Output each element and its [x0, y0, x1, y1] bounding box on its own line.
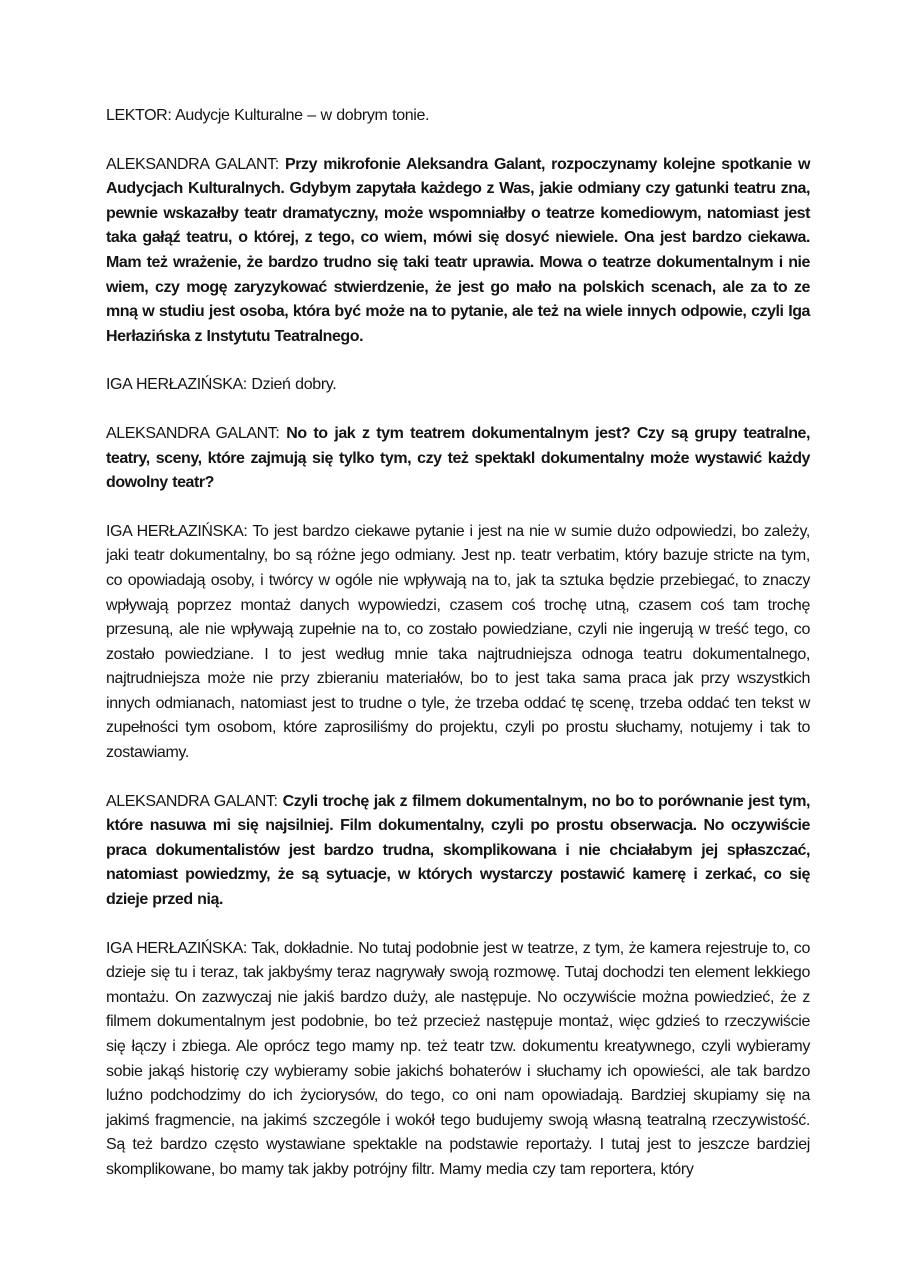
speaker-label: LEKTOR:: [106, 107, 172, 124]
paragraph-galant-question-1: [106, 422, 810, 496]
speaker-label: ALEKSANDRA GALANT:: [106, 424, 280, 442]
speech-text: Audycje Kulturalne – w dobrym tonie.: [175, 107, 430, 124]
speaker-label: IGA HERŁAZIŃSKA:: [106, 522, 248, 540]
speaker-label: IGA HERŁAZIŃSKA:: [106, 376, 247, 394]
speaker-label: IGA HERŁAZIŃSKA:: [106, 939, 247, 957]
speaker-label: ALEKSANDRA GALANT:: [106, 792, 278, 810]
speech-text: Tak, dokładnie. No tutaj podobnie jest w teatrze, z tym, że kamera rejestruje to, co dzieje się tu i teraz, tak jakbyśmy teraz nagrywały swoją rozmowę. Tutaj dochodzi ten element lekkiego montażu. On zazwyczaj nie jakiś bardzo duży, ale następuje. No oczywiście można powiedzieć, że z filmem dokumentalnym jest podobnie, bo też przecież następuje montaż, więc gdzieś to rzeczywiście się łączy i zbiega. Ale oprócz tego mamy np. też teatr tzw. dokumentu kreatywnego, czyli wybieramy sobie jakąś historię czy wybieramy sobie jakichś bohaterów i słuchamy ich opowieści, ale tak bardzo luźno podchodzimy do ich życiorysów, do tego, co oni nam opowiadają. Bardziej skupiamy się na jakimś fragmencie, na jakimś szczególe i wokół tego budujemy swoją własną teatralną rzeczywistość. Są też bardzo często wystawiane spektakle na podstawie reportaży. I tutaj jest to jeszcze bardziej skomplikowane, bo mamy tak jakby potrójny filtr. Mamy media czy tam reportera, który: [106, 939, 811, 1178]
speaker-label: ALEKSANDRA GALANT:: [106, 155, 279, 173]
paragraph-herlazinska-answer-2: [106, 937, 810, 1183]
paragraph-herlazinska-answer-1: [106, 520, 810, 766]
paragraph-galant-question-2: [106, 790, 810, 913]
paragraph-herlazinska-greeting: [106, 373, 810, 398]
speech-text: Dzień dobry.: [251, 376, 337, 394]
paragraph-lektor-intro: [106, 104, 810, 129]
paragraph-galant-intro: [106, 153, 810, 350]
speech-text: To jest bardzo ciekawe pytanie i jest na nie w sumie dużo odpowiedzi, bo zależy, jaki teatr dokumentalny, bo są różne jego odmiany. Jest np. teatr verbatim, który bazuje stricte na tym, co opowiadają osoby, i twórcy w ogóle nie wpływają na to, jak ta sztuka będzie przebiegać, to znaczy wpływają poprzez montaż danych wypowiedzi, czasem coś trochę utną, czasem coś tam trochę przesuną, ale nie wpływają zupełnie na to, co zostało powiedziane, czyli nie ingerują w treść tego, co zostało powiedziane. I to jest według mnie taka najtrudniejsza odnoga teatru dokumentalnego, najtrudniejsza może nie przy zbieraniu materiałów, bo to jest taka sama praca jak przy wszystkich innych odmianach, natomiast jest to trudne o tyle, że trzeba oddać tę scenę, trzeba oddać ten tekst w zupełności tym osobom, które zaprosiliśmy do projektu, czyli po prostu słuchamy, notujemy i tak to zostawiamy.: [106, 522, 810, 762]
speech-text: No to jak z tym teatrem dokumentalnym jest? Czy są grupy teatralne, teatry, sceny, które zajmują się tylko tym, czy też spektakl dokumentalny może wystawić każdy dowolny teatr?: [106, 424, 810, 492]
speech-text: Przy mikrofonie Aleksandra Galant, rozpoczynamy kolejne spotkanie w Audycjach Kulturalnych. Gdybym zapytała każdego z Was, jakie odmiany czy gatunki teatru zna, pewnie wskazałby teatr dramatyczny, może wspomniałby o teatrze komediowym, natomiast jest taka gałąź teatru, o której, z tego, co wiem, mówi się dosyć niewiele. Ona jest bardzo ciekawa. Mam też wrażenie, że bardzo trudno się taki teatr uprawia. Mowa o teatrze dokumentalnym i nie wiem, czy mogę zaryzykować stwierdzenie, że jest go mało na polskich scenach, ale za to ze mną w studiu jest osoba, która być może na to pytanie, ale też na wiele innych odpowie, czyli Iga Herłazińska z Instytutu Teatralnego.: [106, 155, 810, 345]
transcript-page: [106, 104, 810, 1183]
speech-text: Czyli trochę jak z filmem dokumentalnym, no bo to porównanie jest tym, które nasuwa mi się najsilniej. Film dokumentalny, czyli po prostu obserwacja. No oczywiście praca dokumentalistów jest bardzo trudna, skomplikowana i nie chciałabym jej spłaszczać, natomiast powiedzmy, że są sytuacje, w których wystarczy postawić kamerę i zerkać, co się dzieje przed nią.: [106, 792, 810, 909]
